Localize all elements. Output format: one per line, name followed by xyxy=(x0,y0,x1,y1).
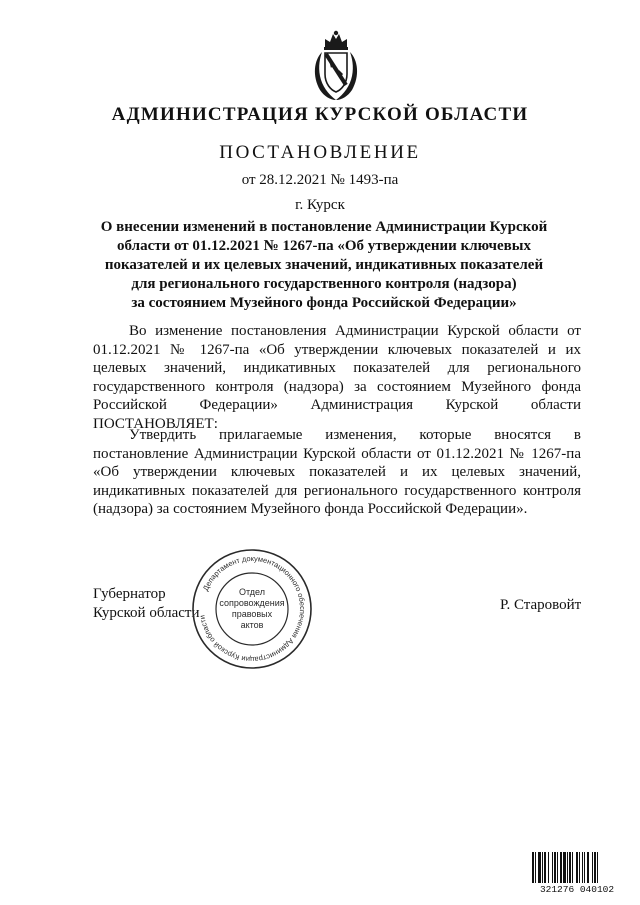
body-line: «Об утверждении ключевых показателей и их целевых значений, xyxy=(93,464,581,480)
barcode-bar xyxy=(582,852,583,883)
barcode-bar xyxy=(563,852,566,883)
stamp-inner-text: Отдел xyxy=(238,587,266,597)
signatory-title-line: Губернатор xyxy=(93,586,166,602)
body-paragraph-1 xyxy=(93,322,581,433)
body-line: Во изменение постановления Администрации Курской области от xyxy=(129,323,581,339)
barcode-bar xyxy=(594,852,596,883)
barcode-bar xyxy=(597,852,598,883)
stamp-inner-text: сопровождения xyxy=(219,598,285,608)
signatory-title-line: Курской области xyxy=(93,605,200,621)
barcode-bar xyxy=(548,852,549,883)
document-subject xyxy=(96,218,552,313)
document-city: г. Курск xyxy=(295,197,345,213)
barcode-bars xyxy=(532,852,598,883)
body-line: индикативных показателей для регионального государственного контроля xyxy=(93,482,581,499)
barcode-bar xyxy=(532,852,534,883)
barcode-bar xyxy=(576,852,578,883)
barcode-bar xyxy=(538,852,541,883)
subject-line: показателей и их целевых значений, индикативных показателей xyxy=(104,257,544,273)
body-line: (надзора) за состоянием Музейного фонда Российской Федерации». xyxy=(93,501,528,517)
barcode-bar xyxy=(557,852,558,883)
body-line: Утвердить прилагаемые изменения, которые вносятся в xyxy=(129,427,581,443)
barcode-number: 321276 040102 xyxy=(539,884,615,894)
subject-line: за состоянием Музейного фонда Российской Федерации» xyxy=(131,295,517,311)
body-line: Российской Федерации» Администрация Курской области xyxy=(93,397,581,413)
stamp-outer-text: Департамент документационного обеспечения Администрации Курской области xyxy=(197,553,308,665)
barcode-bar xyxy=(554,852,556,883)
barcode-bar xyxy=(560,852,562,883)
signatory-name: Р. Старовойт xyxy=(500,597,582,613)
barcode-bar xyxy=(544,852,546,883)
coat-of-arms-icon xyxy=(308,30,364,102)
stamp-inner-text: актов xyxy=(240,620,264,630)
body-line: ПОСТАНОВЛЯЕТ: xyxy=(93,415,218,432)
document-number: от 28.12.2021 № 1493-па xyxy=(241,172,399,188)
barcode-bar xyxy=(579,852,580,883)
barcode-bar xyxy=(552,852,553,883)
document-type: ПОСТАНОВЛЕНИЕ xyxy=(219,142,421,163)
barcode-bar xyxy=(587,852,589,883)
barcode xyxy=(531,852,623,894)
body-paragraph-2 xyxy=(93,426,581,519)
body-line: государственного контроля (надзора) за состоянием Музейного фонда xyxy=(93,378,581,395)
subject-line: для регионального государственного контроля (надзора) xyxy=(131,276,517,292)
barcode-bar xyxy=(569,852,571,883)
barcode-bar xyxy=(567,852,568,883)
body-line: 01.12.2021 № 1267-па «Об утверждении ключевых показателей и их xyxy=(93,341,581,358)
body-line: постановление Администрации Курской области от 01.12.2021 № 1267-па xyxy=(93,445,581,462)
issuing-authority: АДМИНИСТРАЦИЯ КУРСКОЙ ОБЛАСТИ xyxy=(111,104,529,125)
signatory-title xyxy=(93,585,199,623)
barcode-bar xyxy=(572,852,573,883)
subject-line: О внесении изменений в постановление Администрации Курской xyxy=(100,219,548,235)
body-line: целевых значений, индикативных показателей для регионального xyxy=(93,360,581,376)
stamp-inner-text: правовых xyxy=(231,609,273,619)
round-stamp xyxy=(190,547,314,671)
subject-line: области от 01.12.2021 № 1267-па «Об утверждении ключевых xyxy=(117,238,531,254)
barcode-bar xyxy=(592,852,593,883)
barcode-bar xyxy=(535,852,536,883)
barcode-bar xyxy=(542,852,543,883)
barcode-bar xyxy=(584,852,585,883)
